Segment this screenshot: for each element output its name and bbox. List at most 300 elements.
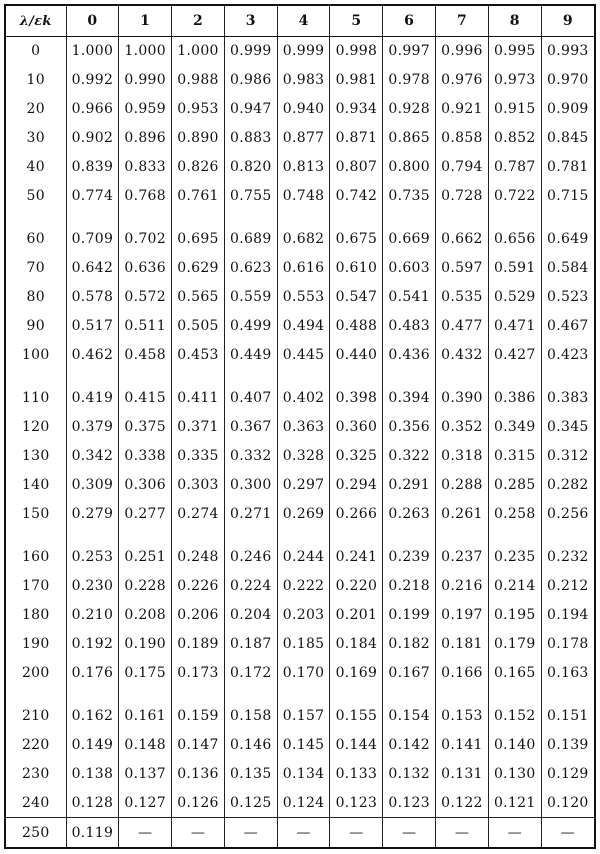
table-row — [6, 282, 594, 311]
coefficient-cell: 0.203 — [277, 600, 330, 629]
coefficient-cell: 0.610 — [330, 254, 383, 283]
coefficient-cell: 0.669 — [383, 225, 436, 254]
coefficient-cell: 0.170 — [277, 658, 330, 687]
coefficient-cell: 0.981 — [330, 66, 383, 95]
coefficient-cell: 0.427 — [488, 340, 541, 369]
coefficient-cell: 0.294 — [330, 470, 383, 499]
coefficient-cell: 0.517 — [66, 311, 119, 340]
lambda-cell: 200 — [6, 658, 66, 687]
lambda-cell: 0 — [6, 37, 66, 66]
coefficient-cell: 0.179 — [488, 629, 541, 658]
coefficient-cell: 0.148 — [119, 731, 172, 760]
lambda-cell: 10 — [6, 66, 66, 95]
coefficient-cell: 0.161 — [119, 702, 172, 731]
coefficient-cell: 0.689 — [224, 225, 277, 254]
coefficient-cell: 0.145 — [277, 731, 330, 760]
coefficient-cell: 0.988 — [172, 66, 225, 95]
table-row — [6, 311, 594, 340]
spacer-cell — [330, 528, 383, 543]
coefficient-cell: 0.178 — [541, 629, 594, 658]
coefficient-cell: 0.390 — [436, 384, 489, 413]
coefficient-cell: 0.251 — [119, 543, 172, 572]
coefficient-cell: 0.728 — [436, 181, 489, 210]
coefficient-cell: 0.411 — [172, 384, 225, 413]
coefficient-cell: — — [436, 818, 489, 847]
coefficient-cell: 0.263 — [383, 499, 436, 528]
coefficient-cell: 0.379 — [66, 413, 119, 442]
coefficient-cell: 0.312 — [541, 441, 594, 470]
table-row — [6, 759, 594, 788]
lambda-cell: 170 — [6, 572, 66, 601]
coefficient-cell: 0.345 — [541, 413, 594, 442]
coefficient-cell: — — [277, 818, 330, 847]
column-header: 0 — [66, 6, 119, 37]
coefficient-cell: 0.282 — [541, 470, 594, 499]
coefficient-cell: 0.820 — [224, 152, 277, 181]
coefficient-cell: 0.149 — [66, 731, 119, 760]
coefficient-cell: 0.123 — [383, 788, 436, 817]
coefficient-cell: 0.852 — [488, 123, 541, 152]
coefficient-cell: 0.578 — [66, 282, 119, 311]
coefficient-cell: 0.132 — [383, 759, 436, 788]
coefficient-cell: 0.742 — [330, 181, 383, 210]
spacer-cell — [330, 210, 383, 225]
coefficient-cell: 0.423 — [541, 340, 594, 369]
coefficient-cell: 0.142 — [383, 731, 436, 760]
coefficient-cell: 0.999 — [224, 37, 277, 66]
coefficient-cell: 0.235 — [488, 543, 541, 572]
lambda-cell: 160 — [6, 543, 66, 572]
table-row — [6, 543, 594, 572]
coefficient-cell: 0.318 — [436, 441, 489, 470]
spacer-cell — [436, 210, 489, 225]
table-row — [6, 658, 594, 687]
coefficient-cell: 0.986 — [224, 66, 277, 95]
coefficient-cell: 0.146 — [224, 731, 277, 760]
coefficient-cell: 0.167 — [383, 658, 436, 687]
spacer-cell — [224, 210, 277, 225]
coefficient-cell: 0.163 — [541, 658, 594, 687]
coefficient-cell: 0.559 — [224, 282, 277, 311]
coefficient-cell: 0.921 — [436, 95, 489, 124]
coefficient-cell: 0.352 — [436, 413, 489, 442]
coefficient-cell: — — [383, 818, 436, 847]
coefficient-cell: 0.152 — [488, 702, 541, 731]
coefficient-cell: 1.000 — [119, 37, 172, 66]
coefficient-cell: 0.959 — [119, 95, 172, 124]
coefficient-cell: 0.147 — [172, 731, 225, 760]
column-header: 9 — [541, 6, 594, 37]
column-header: 1 — [119, 6, 172, 37]
coefficient-cell: 0.338 — [119, 441, 172, 470]
coefficient-cell: 0.138 — [66, 759, 119, 788]
coefficient-cell: 0.584 — [541, 254, 594, 283]
table-body — [6, 37, 594, 848]
lambda-cell: 240 — [6, 788, 66, 817]
coefficient-cell: 0.322 — [383, 441, 436, 470]
coefficient-cell: 0.144 — [330, 731, 383, 760]
coefficient-cell: 0.124 — [277, 788, 330, 817]
lambda-cell: 20 — [6, 95, 66, 124]
table-row — [6, 499, 594, 528]
lambda-cell: 60 — [6, 225, 66, 254]
coefficient-cell: 0.125 — [224, 788, 277, 817]
spacer-cell — [383, 528, 436, 543]
spacer-cell — [383, 369, 436, 384]
spacer-cell — [330, 687, 383, 702]
coefficient-cell: — — [330, 818, 383, 847]
spacer-cell — [172, 369, 225, 384]
coefficient-cell: 0.383 — [541, 384, 594, 413]
coefficient-cell: 0.154 — [383, 702, 436, 731]
coefficient-cell: 0.488 — [330, 311, 383, 340]
coefficient-cell: 0.877 — [277, 123, 330, 152]
coefficient-cell: — — [488, 818, 541, 847]
coefficient-cell: 0.230 — [66, 572, 119, 601]
lambda-cell: 70 — [6, 254, 66, 283]
coefficient-cell: 0.858 — [436, 123, 489, 152]
coefficient-cell: 0.184 — [330, 629, 383, 658]
coefficient-cell: 0.157 — [277, 702, 330, 731]
table-row — [6, 788, 594, 817]
lambda-cell: 250 — [6, 818, 66, 847]
coefficient-cell: 0.165 — [488, 658, 541, 687]
coefficient-cell: 0.271 — [224, 499, 277, 528]
coefficient-cell: 0.277 — [119, 499, 172, 528]
coefficient-cell: 0.755 — [224, 181, 277, 210]
table-row — [6, 66, 594, 95]
coefficient-cell: 0.335 — [172, 441, 225, 470]
table-row — [6, 470, 594, 499]
coefficient-cell: 0.204 — [224, 600, 277, 629]
spacer-cell — [6, 687, 66, 702]
spacer-cell — [66, 369, 119, 384]
stability-coefficient-table-frame — [4, 4, 596, 849]
coefficient-cell: 0.342 — [66, 441, 119, 470]
coefficient-cell: 0.928 — [383, 95, 436, 124]
coefficient-cell: 0.239 — [383, 543, 436, 572]
coefficient-cell: 0.682 — [277, 225, 330, 254]
coefficient-cell: 0.218 — [383, 572, 436, 601]
coefficient-cell: 0.172 — [224, 658, 277, 687]
coefficient-cell: 0.181 — [436, 629, 489, 658]
coefficient-cell: 0.494 — [277, 311, 330, 340]
coefficient-cell: 0.266 — [330, 499, 383, 528]
coefficient-cell: 0.616 — [277, 254, 330, 283]
coefficient-cell: 0.453 — [172, 340, 225, 369]
coefficient-cell: 0.997 — [383, 37, 436, 66]
column-header: 6 — [383, 6, 436, 37]
table-row — [6, 731, 594, 760]
coefficient-cell: 0.915 — [488, 95, 541, 124]
coefficient-cell: 0.675 — [330, 225, 383, 254]
spacer-cell — [119, 369, 172, 384]
coefficient-cell: 0.826 — [172, 152, 225, 181]
coefficient-cell: 0.166 — [436, 658, 489, 687]
coefficient-cell: 0.363 — [277, 413, 330, 442]
coefficient-cell: 0.190 — [119, 629, 172, 658]
coefficient-cell: 0.159 — [172, 702, 225, 731]
coefficient-cell: 0.787 — [488, 152, 541, 181]
spacer-cell — [488, 210, 541, 225]
table-row — [6, 413, 594, 442]
spacer-cell — [277, 210, 330, 225]
coefficient-cell: 0.136 — [172, 759, 225, 788]
table-row — [6, 629, 594, 658]
coefficient-cell: 0.192 — [66, 629, 119, 658]
spacer-cell — [119, 687, 172, 702]
coefficient-cell: 0.662 — [436, 225, 489, 254]
lambda-cell: 230 — [6, 759, 66, 788]
column-header: 8 — [488, 6, 541, 37]
coefficient-cell: 0.201 — [330, 600, 383, 629]
table-header — [6, 6, 594, 37]
coefficient-cell: 0.176 — [66, 658, 119, 687]
coefficient-cell: 0.288 — [436, 470, 489, 499]
header-row — [6, 6, 594, 37]
column-header: 2 — [172, 6, 225, 37]
coefficient-cell: 0.649 — [541, 225, 594, 254]
lambda-cell: 100 — [6, 340, 66, 369]
coefficient-cell: 0.134 — [277, 759, 330, 788]
coefficient-cell: 0.241 — [330, 543, 383, 572]
lambda-cell: 210 — [6, 702, 66, 731]
coefficient-cell: 0.297 — [277, 470, 330, 499]
coefficient-cell: 0.995 — [488, 37, 541, 66]
coefficient-cell: 0.315 — [488, 441, 541, 470]
coefficient-cell: 0.440 — [330, 340, 383, 369]
coefficient-cell: 0.833 — [119, 152, 172, 181]
coefficient-cell: 0.535 — [436, 282, 489, 311]
coefficient-cell: 0.182 — [383, 629, 436, 658]
coefficient-cell: 0.983 — [277, 66, 330, 95]
coefficient-cell: 0.735 — [383, 181, 436, 210]
lambda-cell: 50 — [6, 181, 66, 210]
coefficient-cell: 0.865 — [383, 123, 436, 152]
coefficient-cell: 0.998 — [330, 37, 383, 66]
spacer-cell — [224, 369, 277, 384]
coefficient-cell: 0.187 — [224, 629, 277, 658]
spacer-cell — [66, 210, 119, 225]
spacer-cell — [66, 687, 119, 702]
coefficient-cell: 0.572 — [119, 282, 172, 311]
coefficient-cell: 0.402 — [277, 384, 330, 413]
spacer-cell — [172, 210, 225, 225]
coefficient-cell: 0.155 — [330, 702, 383, 731]
coefficient-cell: 0.222 — [277, 572, 330, 601]
coefficient-cell: 0.419 — [66, 384, 119, 413]
column-header: 5 — [330, 6, 383, 37]
coefficient-cell: 0.656 — [488, 225, 541, 254]
coefficient-cell: 0.623 — [224, 254, 277, 283]
spacer-cell — [488, 528, 541, 543]
coefficient-cell: 0.158 — [224, 702, 277, 731]
coefficient-cell: 0.541 — [383, 282, 436, 311]
coefficient-cell: 0.175 — [119, 658, 172, 687]
lambda-cell: 130 — [6, 441, 66, 470]
coefficient-cell: 0.591 — [488, 254, 541, 283]
spacer-cell — [436, 369, 489, 384]
spacer-cell — [6, 528, 66, 543]
coefficient-cell: — — [119, 818, 172, 847]
table-row — [6, 123, 594, 152]
group-spacer-row — [6, 687, 594, 702]
coefficient-cell: 0.992 — [66, 66, 119, 95]
coefficient-cell: 0.477 — [436, 311, 489, 340]
coefficient-cell: 0.629 — [172, 254, 225, 283]
coefficient-cell: 0.511 — [119, 311, 172, 340]
coefficient-cell: 0.947 — [224, 95, 277, 124]
coefficient-cell: 0.214 — [488, 572, 541, 601]
table-row — [6, 818, 594, 847]
coefficient-cell: 0.990 — [119, 66, 172, 95]
coefficient-cell: 0.141 — [436, 731, 489, 760]
coefficient-cell: 1.000 — [172, 37, 225, 66]
spacer-cell — [383, 210, 436, 225]
coefficient-cell: 0.597 — [436, 254, 489, 283]
coefficient-cell: 0.432 — [436, 340, 489, 369]
table-row — [6, 340, 594, 369]
coefficient-cell: 0.131 — [436, 759, 489, 788]
coefficient-cell: 0.189 — [172, 629, 225, 658]
coefficient-cell: — — [172, 818, 225, 847]
coefficient-cell: 0.300 — [224, 470, 277, 499]
coefficient-cell: 0.774 — [66, 181, 119, 210]
coefficient-cell: 0.285 — [488, 470, 541, 499]
coefficient-cell: 0.325 — [330, 441, 383, 470]
coefficient-cell: 0.208 — [119, 600, 172, 629]
coefficient-cell: 0.212 — [541, 572, 594, 601]
coefficient-cell: 0.232 — [541, 543, 594, 572]
coefficient-cell: 0.781 — [541, 152, 594, 181]
table-row — [6, 152, 594, 181]
coefficient-cell: 0.636 — [119, 254, 172, 283]
coefficient-cell: 0.122 — [436, 788, 489, 817]
coefficient-cell: 0.709 — [66, 225, 119, 254]
coefficient-cell: 0.139 — [541, 731, 594, 760]
coefficient-cell: — — [541, 818, 594, 847]
coefficient-cell: 0.137 — [119, 759, 172, 788]
spacer-cell — [541, 528, 594, 543]
lambda-cell: 150 — [6, 499, 66, 528]
lambda-cell: 90 — [6, 311, 66, 340]
coefficient-cell: 0.121 — [488, 788, 541, 817]
coefficient-cell: 0.195 — [488, 600, 541, 629]
coefficient-cell: 0.896 — [119, 123, 172, 152]
coefficient-cell: 0.871 — [330, 123, 383, 152]
coefficient-cell: 0.128 — [66, 788, 119, 817]
coefficient-cell: 0.328 — [277, 441, 330, 470]
coefficient-cell: 0.702 — [119, 225, 172, 254]
coefficient-cell: — — [224, 818, 277, 847]
spacer-cell — [224, 528, 277, 543]
coefficient-cell: 0.349 — [488, 413, 541, 442]
coefficient-cell: 0.228 — [119, 572, 172, 601]
coefficient-cell: 0.458 — [119, 340, 172, 369]
coefficient-cell: 0.953 — [172, 95, 225, 124]
coefficient-cell: 0.244 — [277, 543, 330, 572]
coefficient-cell: 0.978 — [383, 66, 436, 95]
spacer-cell — [330, 369, 383, 384]
coefficient-cell: 0.966 — [66, 95, 119, 124]
table-row — [6, 95, 594, 124]
spacer-cell — [541, 687, 594, 702]
coefficient-cell: 0.909 — [541, 95, 594, 124]
coefficient-cell: 0.547 — [330, 282, 383, 311]
table-row — [6, 37, 594, 66]
column-header: 7 — [436, 6, 489, 37]
coefficient-cell: 0.332 — [224, 441, 277, 470]
spacer-cell — [436, 687, 489, 702]
coefficient-cell: 0.940 — [277, 95, 330, 124]
group-spacer-row — [6, 210, 594, 225]
coefficient-cell: 0.226 — [172, 572, 225, 601]
coefficient-cell: 0.890 — [172, 123, 225, 152]
corner-header-label: λ/εk — [6, 6, 66, 37]
coefficient-cell: 0.248 — [172, 543, 225, 572]
table-row — [6, 225, 594, 254]
spacer-cell — [6, 210, 66, 225]
coefficient-cell: 0.133 — [330, 759, 383, 788]
spacer-cell — [172, 528, 225, 543]
lambda-cell: 140 — [6, 470, 66, 499]
coefficient-cell: 0.394 — [383, 384, 436, 413]
coefficient-cell: 0.839 — [66, 152, 119, 181]
coefficient-cell: 0.360 — [330, 413, 383, 442]
spacer-cell — [488, 687, 541, 702]
spacer-cell — [277, 687, 330, 702]
coefficient-cell: 0.902 — [66, 123, 119, 152]
coefficient-cell: 0.151 — [541, 702, 594, 731]
coefficient-cell: 0.715 — [541, 181, 594, 210]
spacer-cell — [119, 528, 172, 543]
coefficient-cell: 0.126 — [172, 788, 225, 817]
coefficient-cell: 0.153 — [436, 702, 489, 731]
coefficient-cell: 0.371 — [172, 413, 225, 442]
coefficient-cell: 0.523 — [541, 282, 594, 311]
coefficient-cell: 0.407 — [224, 384, 277, 413]
coefficient-cell: 0.279 — [66, 499, 119, 528]
table-row — [6, 181, 594, 210]
column-header: 4 — [277, 6, 330, 37]
coefficient-cell: 0.129 — [541, 759, 594, 788]
coefficient-cell: 0.367 — [224, 413, 277, 442]
coefficient-cell: 0.256 — [541, 499, 594, 528]
coefficient-cell: 0.722 — [488, 181, 541, 210]
coefficient-cell: 0.794 — [436, 152, 489, 181]
coefficient-cell: 0.445 — [277, 340, 330, 369]
table-row — [6, 384, 594, 413]
coefficient-cell: 0.398 — [330, 384, 383, 413]
coefficient-cell: 0.253 — [66, 543, 119, 572]
coefficient-cell: 0.169 — [330, 658, 383, 687]
coefficient-cell: 0.306 — [119, 470, 172, 499]
coefficient-cell: 1.000 — [66, 37, 119, 66]
stability-coefficient-table — [6, 6, 594, 847]
coefficient-cell: 0.553 — [277, 282, 330, 311]
coefficient-cell: 0.194 — [541, 600, 594, 629]
spacer-cell — [383, 687, 436, 702]
lambda-cell: 110 — [6, 384, 66, 413]
spacer-cell — [541, 369, 594, 384]
coefficient-cell: 0.274 — [172, 499, 225, 528]
spacer-cell — [541, 210, 594, 225]
coefficient-cell: 0.973 — [488, 66, 541, 95]
spacer-cell — [488, 369, 541, 384]
coefficient-cell: 0.119 — [66, 818, 119, 847]
coefficient-cell: 0.127 — [119, 788, 172, 817]
coefficient-cell: 0.845 — [541, 123, 594, 152]
